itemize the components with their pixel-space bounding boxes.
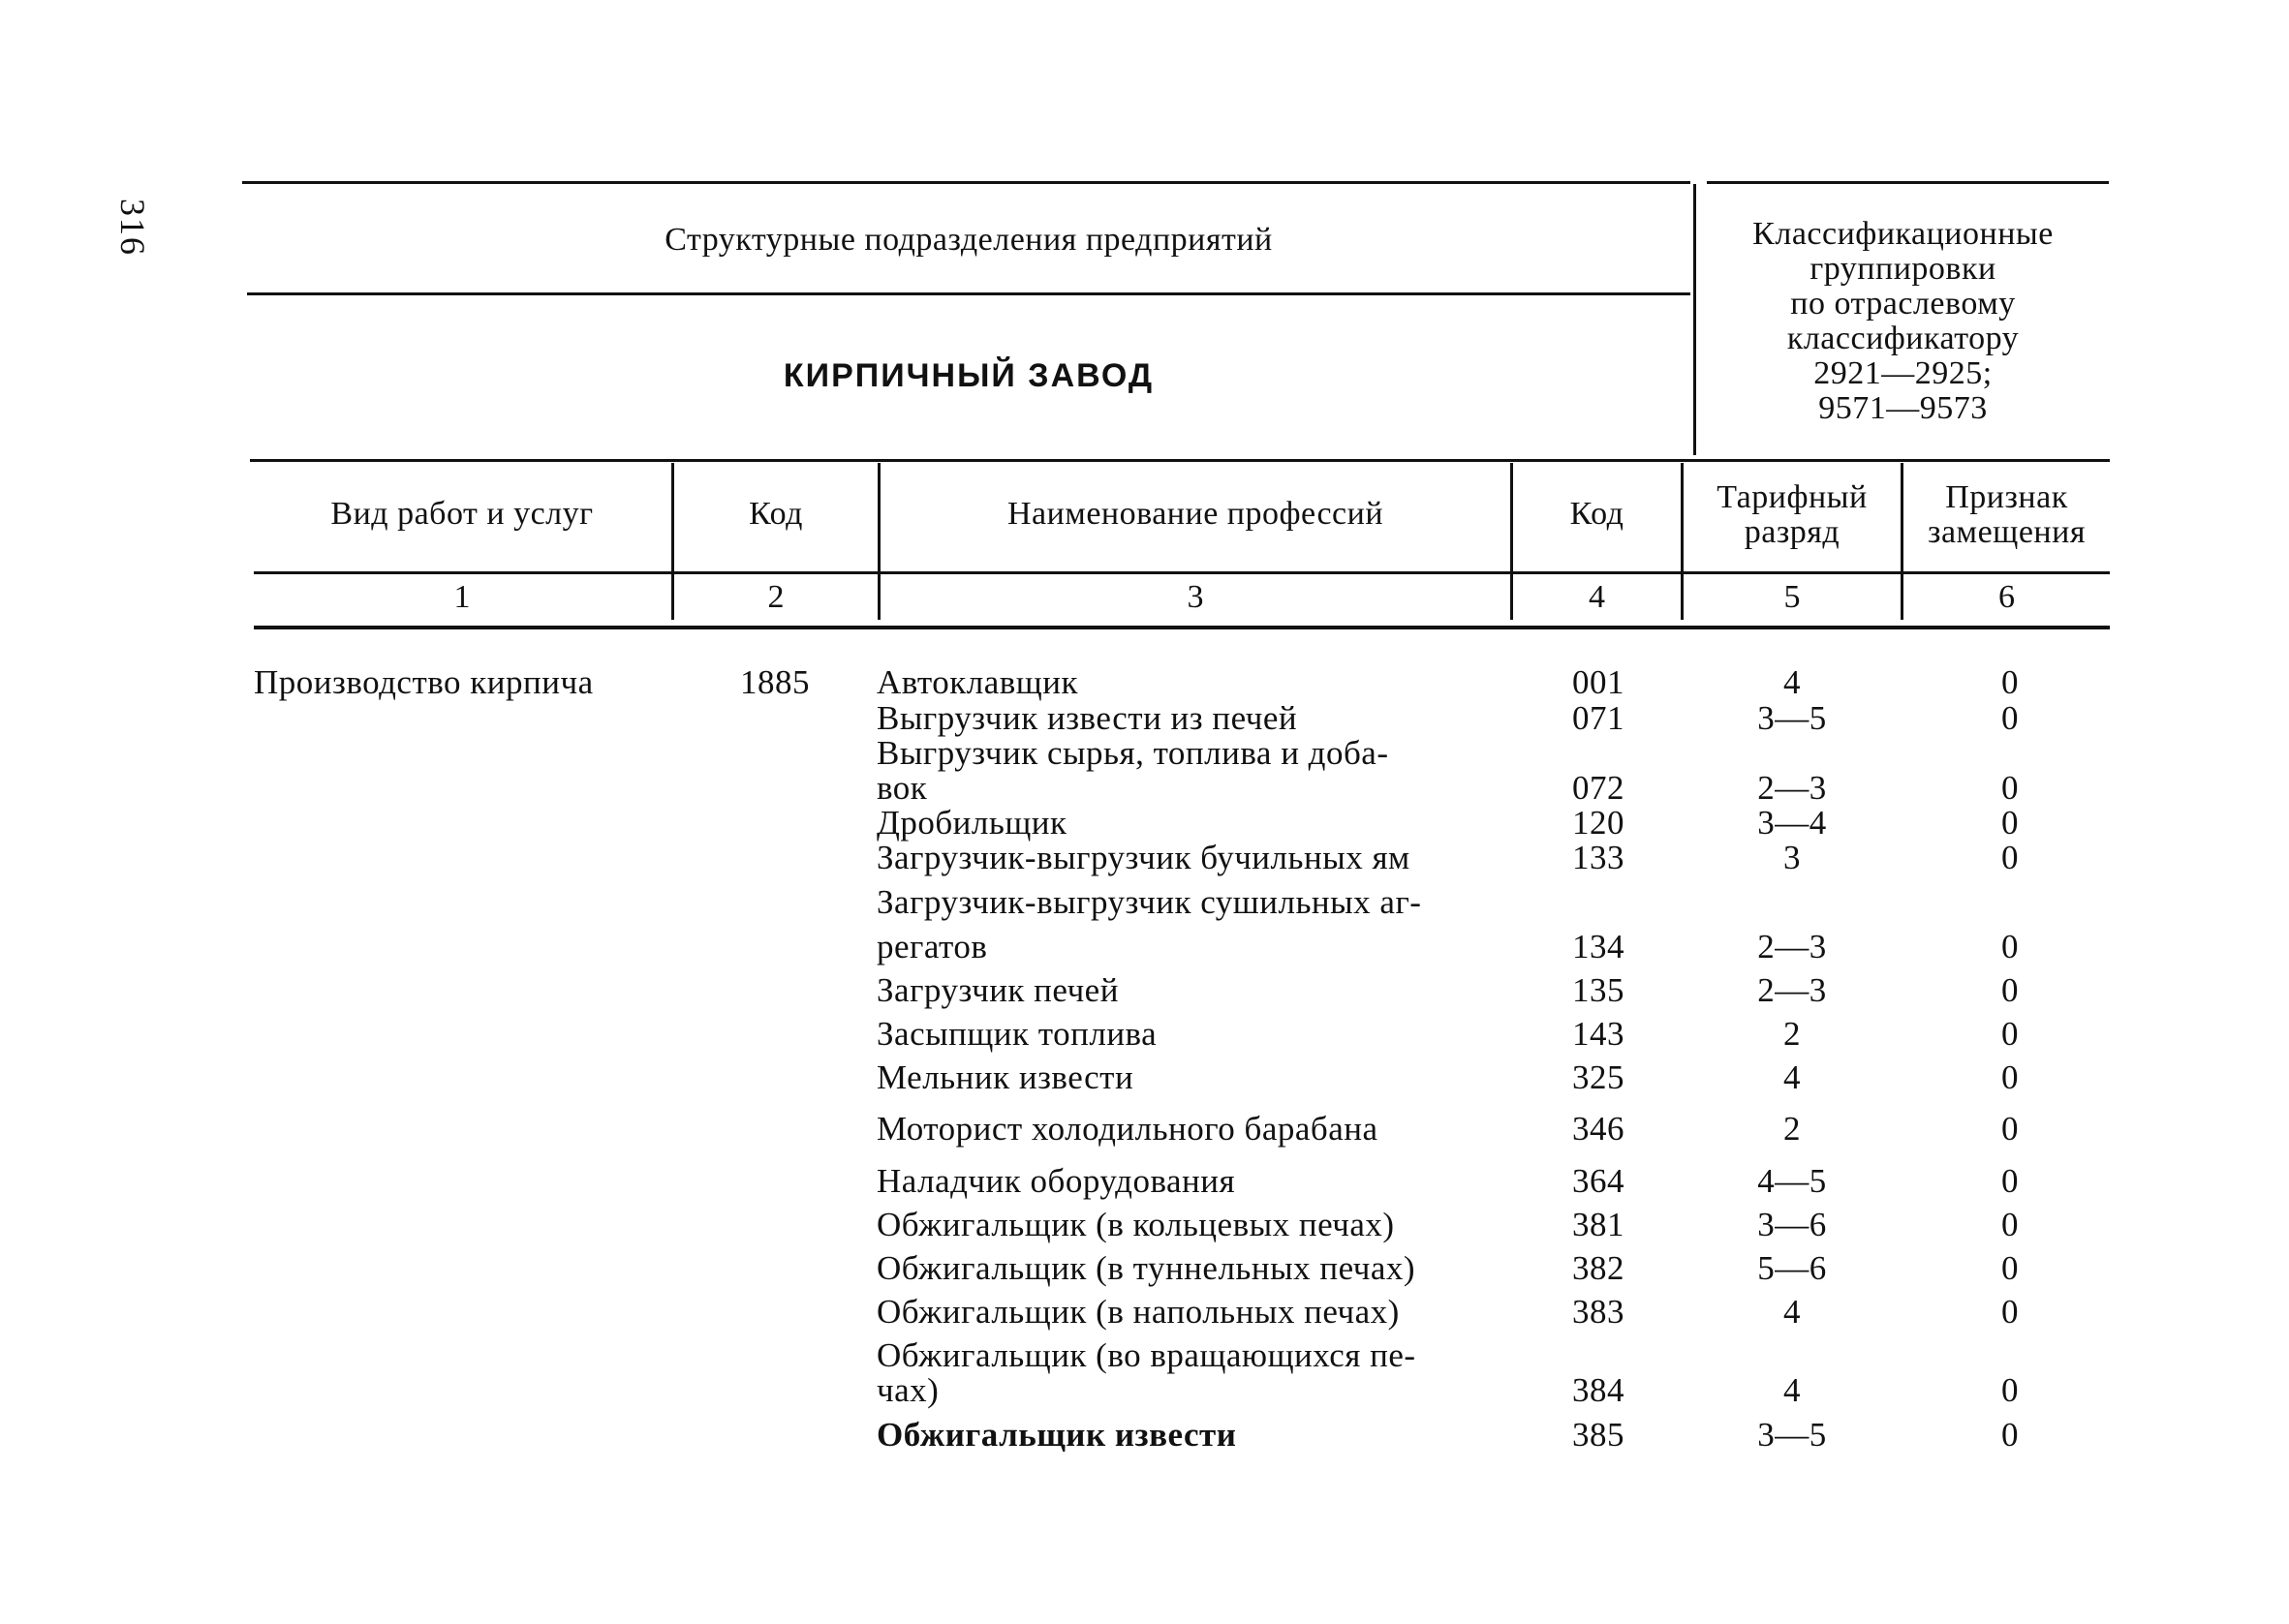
classification-line: по отраслевому xyxy=(1790,286,2016,322)
profession-code: 071 xyxy=(1572,699,1624,737)
tariff-grade: 2—3 xyxy=(1757,769,1827,807)
classification-block xyxy=(1697,217,2109,426)
profession-name: Моторист холодильного барабана xyxy=(877,1110,1378,1148)
classification-line: группировки xyxy=(1810,251,1996,287)
tariff-grade: 2 xyxy=(1783,1015,1801,1053)
profession-code: 072 xyxy=(1572,769,1624,807)
replacement-sign: 0 xyxy=(2001,1249,2019,1287)
col-header-work-type: Вид работ и услуг xyxy=(330,496,594,532)
profession-name: Дробильщик xyxy=(877,804,1067,842)
tariff-grade: 3—6 xyxy=(1757,1206,1827,1243)
profession-code: 143 xyxy=(1572,1015,1624,1053)
replacement-sign: 0 xyxy=(2001,1416,2019,1454)
profession-code: 382 xyxy=(1572,1249,1624,1287)
profession-code: 384 xyxy=(1572,1371,1624,1409)
tariff-grade: 4 xyxy=(1783,663,1801,701)
col-header-tariff xyxy=(1684,480,1901,550)
replacement-sign: 0 xyxy=(2001,1058,2019,1096)
replacement-sign: 0 xyxy=(2001,1371,2019,1409)
replacement-sign: 0 xyxy=(2001,839,2019,876)
tariff-line: разряд xyxy=(1744,514,1840,550)
classification-line: 2921—2925; xyxy=(1813,355,1993,391)
profession-code: 135 xyxy=(1572,971,1624,1009)
col-header-code2: Код xyxy=(1569,496,1624,532)
structural-title: Структурные подразделения предприятий xyxy=(665,222,1273,258)
classification-line: 9571—9573 xyxy=(1818,390,1988,426)
replacement-sign: 0 xyxy=(2001,699,2019,737)
profession-code: 133 xyxy=(1572,839,1624,876)
profession-name: Автоклавщик xyxy=(877,663,1078,701)
sign-line: замещения xyxy=(1928,514,2086,550)
profession-name: Выгрузчик сырья, топлива и доба- xyxy=(877,734,1389,772)
replacement-sign: 0 xyxy=(2001,1162,2019,1200)
page-number: 316 xyxy=(113,199,152,257)
col-number-4: 4 xyxy=(1589,579,1605,615)
tariff-grade: 4—5 xyxy=(1757,1162,1827,1200)
tariff-grade: 4 xyxy=(1783,1371,1801,1409)
col-number-5: 5 xyxy=(1783,579,1801,615)
replacement-sign: 0 xyxy=(2001,1206,2019,1243)
tariff-grade: 2—3 xyxy=(1757,928,1827,965)
profession-name: чах) xyxy=(877,1371,940,1409)
profession-code: 364 xyxy=(1572,1162,1624,1200)
profession-name: Загрузчик-выгрузчик бучильных ям xyxy=(877,839,1410,876)
top-rule xyxy=(242,181,1690,184)
profession-code: 120 xyxy=(1572,804,1624,842)
structural-rule xyxy=(247,292,1690,295)
top-rule-right xyxy=(1707,181,2109,184)
replacement-sign: 0 xyxy=(2001,971,2019,1009)
column-header-bottom-rule xyxy=(254,571,2110,574)
profession-name: Наладчик оборудования xyxy=(877,1162,1236,1200)
replacement-sign: 0 xyxy=(2001,804,2019,842)
profession-code: 346 xyxy=(1572,1110,1624,1148)
replacement-sign: 0 xyxy=(2001,928,2019,965)
profession-name: Обжигальщик (в туннельных печах) xyxy=(877,1249,1416,1287)
profession-name: Выгрузчик извести из печей xyxy=(877,699,1298,737)
profession-code: 381 xyxy=(1572,1206,1624,1243)
header-divider xyxy=(1693,184,1696,455)
col-header-sign xyxy=(1903,480,2110,550)
profession-name: вок xyxy=(877,769,928,807)
col-header-code1: Код xyxy=(749,496,803,532)
tariff-grade: 3—5 xyxy=(1757,699,1827,737)
factory-title: КИРПИЧНЫЙ ЗАВОД xyxy=(783,357,1155,394)
tariff-grade: 4 xyxy=(1783,1058,1801,1096)
profession-name: регатов xyxy=(877,928,988,965)
replacement-sign: 0 xyxy=(2001,663,2019,701)
tariff-grade: 3 xyxy=(1783,839,1801,876)
column-header-top-rule xyxy=(250,459,2110,462)
profession-name: Мельник извести xyxy=(877,1058,1134,1096)
tariff-grade: 2—3 xyxy=(1757,971,1827,1009)
col-number-3: 3 xyxy=(1187,579,1204,615)
tariff-grade: 5—6 xyxy=(1757,1249,1827,1287)
col-number-1: 1 xyxy=(453,579,471,615)
col-header-profession: Наименование профессий xyxy=(1006,496,1384,532)
replacement-sign: 0 xyxy=(2001,1015,2019,1053)
profession-code: 134 xyxy=(1572,928,1624,965)
tariff-grade: 3—4 xyxy=(1757,804,1827,842)
profession-name: Загрузчик печей xyxy=(877,971,1119,1009)
col-number-6: 6 xyxy=(1998,579,2015,615)
replacement-sign: 0 xyxy=(2001,769,2019,807)
column-numbers-rule xyxy=(254,626,2110,629)
profession-code: 325 xyxy=(1572,1058,1624,1096)
replacement-sign: 0 xyxy=(2001,1293,2019,1331)
col-number-2: 2 xyxy=(767,579,785,615)
tariff-line: Тарифный xyxy=(1717,479,1868,515)
work-type: Производство кирпича xyxy=(254,663,594,701)
sign-line: Признак xyxy=(1945,479,2068,515)
profession-name: Обжигальщик (во вращающихся пе- xyxy=(877,1336,1416,1374)
tariff-grade: 4 xyxy=(1783,1293,1801,1331)
profession-code: 001 xyxy=(1572,663,1624,701)
profession-name: Засыпщик топлива xyxy=(877,1015,1158,1053)
profession-name: Загрузчик-выгрузчик сушильных аг- xyxy=(877,883,1422,921)
profession-name: Обжигальщик извести xyxy=(877,1416,1237,1454)
profession-name: Обжигальщик (в кольцевых печах) xyxy=(877,1206,1395,1243)
profession-code: 385 xyxy=(1572,1416,1624,1454)
classification-line: классификатору xyxy=(1786,321,2020,356)
profession-name: Обжигальщик (в напольных печах) xyxy=(877,1293,1400,1331)
classification-line: Классификационные xyxy=(1752,216,2054,252)
tariff-grade: 2 xyxy=(1783,1110,1801,1148)
profession-code: 383 xyxy=(1572,1293,1624,1331)
replacement-sign: 0 xyxy=(2001,1110,2019,1148)
work-code: 1885 xyxy=(740,663,810,701)
tariff-grade: 3—5 xyxy=(1757,1416,1827,1454)
